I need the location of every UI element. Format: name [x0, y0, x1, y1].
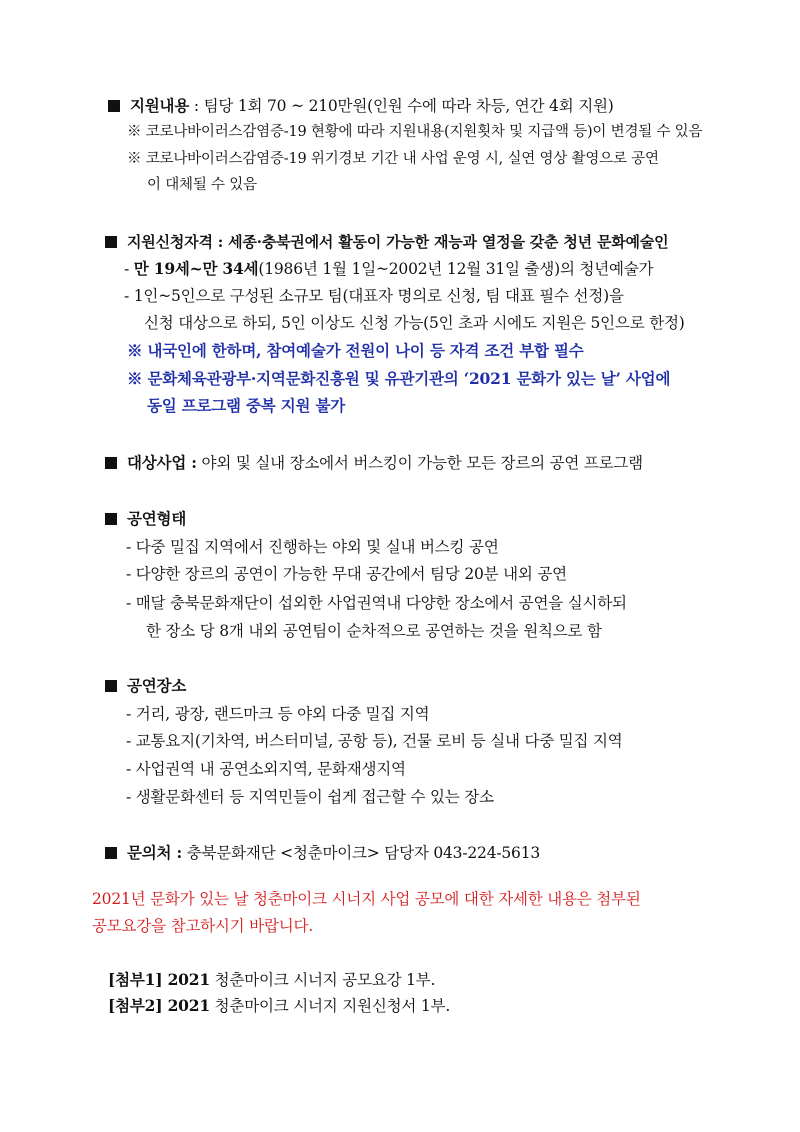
closing-line-2: 공모요강을 참고하시기 바랍니다. — [92, 917, 314, 935]
contact-label: 문의처 : — [127, 843, 183, 862]
attachment-text: 청춘마이크 시너지 공모요강 1부. — [209, 971, 436, 989]
eligibility-team-2: 신청 대상으로 하되, 5인 이상도 신청 가능(5인 초과 시에도 지원은 5인으로 한정) — [144, 314, 685, 332]
eligibility-notice-2b: 동일 프로그램 중복 지원 불가 — [147, 396, 346, 415]
attachment-2 — [108, 995, 450, 1017]
venue-heading — [105, 675, 186, 697]
support-label: 지원내용 — [130, 96, 190, 115]
venue-item: - 생활문화센터 등 지역민들이 쉽게 접근할 수 있는 장소 — [126, 788, 494, 806]
eligibility-age — [124, 258, 653, 280]
support-note-1: ※ 코로나바이러스감염증-19 현황에 따라 지원내용(지원횟차 및 지급액 등)이 변경될 수 있음 — [127, 124, 703, 140]
eligibility-heading-text: 지원신청자격 : 세종·충북권에서 활동이 가능한 재능과 열정을 갖춘 청년 문화예술인 — [127, 233, 669, 251]
square-bullet-icon — [105, 680, 117, 692]
venue-item: - 거리, 광장, 랜드마크 등 야외 다중 밀집 지역 — [126, 705, 430, 723]
square-bullet-icon — [105, 457, 117, 469]
square-bullet-icon — [105, 513, 117, 525]
target-label: 대상사업 : — [127, 453, 197, 472]
attachment-tag: [첨부2] 2021 — [108, 996, 210, 1015]
square-bullet-icon — [105, 236, 117, 248]
format-item: - 다중 밀집 지역에서 진행하는 야외 및 실내 버스킹 공연 — [126, 538, 499, 556]
support-heading — [108, 95, 614, 117]
contact-text: 충북문화재단 <청춘마이크> 담당자 043-224-5613 — [182, 844, 541, 862]
attachment-1 — [108, 969, 435, 991]
venue-item: - 사업권역 내 공연소외지역, 문화재생지역 — [126, 760, 406, 778]
format-label: 공연형태 — [127, 509, 187, 528]
eligibility-age-prefix: - — [124, 260, 134, 278]
square-bullet-icon — [105, 847, 117, 859]
eligibility-age-bold: 만 19세~만 34세 — [133, 259, 259, 278]
support-note-2: ※ 코로나바이러스감염증-19 위기경보 기간 내 사업 운영 시, 실연 영상 촬영으로 공연 — [127, 151, 659, 167]
eligibility-team-1: - 1인~5인으로 구성된 소규모 팀(대표자 명의로 신청, 팀 대표 필수 선정)을 — [124, 287, 624, 305]
attachment-text: 청춘마이크 시너지 지원신청서 1부. — [209, 997, 451, 1015]
square-bullet-icon — [108, 100, 120, 112]
attachment-tag: [첨부1] 2021 — [108, 970, 210, 989]
venue-item: - 교통요지(기차역, 버스터미널, 공항 등), 건물 로비 등 실내 다중 밀집 지역 — [126, 732, 623, 750]
contact-line — [105, 842, 540, 864]
eligibility-age-rest: (1986년 1월 1일~2002년 12월 31일 출생)의 청년예술가 — [258, 260, 654, 278]
venue-label: 공연장소 — [127, 676, 187, 695]
closing-line-1: 2021년 문화가 있는 날 청춘마이크 시너지 사업 공모에 대한 자세한 내용은 첨부된 — [92, 890, 641, 908]
format-item: 한 장소 당 8개 내외 공연팀이 순차적으로 공연하는 것을 원칙으로 함 — [146, 622, 602, 640]
format-item: - 다양한 장르의 공연이 가능한 무대 공간에서 팀당 20분 내외 공연 — [126, 565, 567, 583]
target-text: 야외 및 실내 장소에서 버스킹이 가능한 모든 장르의 공연 프로그램 — [196, 454, 643, 472]
support-text: 팀당 1회 70 ~ 210만원(인원 수에 따라 차등, 연간 4회 지원) — [203, 97, 614, 115]
support-sep: : — [189, 97, 204, 115]
format-heading — [105, 508, 186, 530]
format-item: - 매달 충북문화재단이 섭외한 사업권역내 다양한 장소에서 공연을 실시하되 — [126, 594, 627, 612]
eligibility-notice-2a: ※ 문화체육관광부·지역문화진흥원 및 유관기관의 ‘2021 문화가 있는 날’ 사업에 — [127, 369, 671, 388]
support-note-3: 이 대체될 수 있음 — [147, 177, 257, 193]
target-line — [105, 452, 643, 474]
eligibility-heading — [105, 231, 668, 253]
eligibility-notice-1: ※ 내국인에 한하며, 참여예술가 전원이 나이 등 자격 조건 부합 필수 — [127, 341, 584, 360]
